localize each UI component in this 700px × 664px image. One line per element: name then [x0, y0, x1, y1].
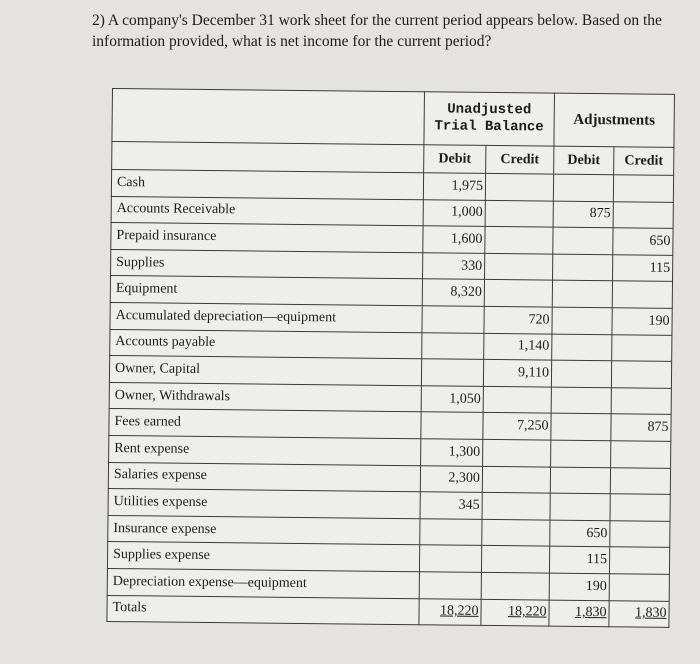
unadjusted-trial-balance-header: Unadjusted Trial Balance [424, 92, 555, 146]
adj-debit-cell [552, 280, 612, 307]
adj-credit-cell [610, 494, 670, 521]
work-sheet-body [107, 170, 674, 628]
account-name: Rent expense [109, 435, 421, 465]
adj-debit-cell: 1,830 [549, 600, 609, 627]
question-text: 2) A company's December 31 work sheet for the current period appears below. Based on the information provided, what is net income for the current period? [92, 12, 662, 50]
adj-debit-cell [551, 440, 611, 467]
tb-debit-cell [422, 306, 484, 333]
account-name: Supplies [111, 249, 423, 279]
tb-credit-cell [485, 253, 553, 280]
tb-credit-cell [483, 439, 551, 466]
adj-credit-cell [611, 441, 671, 468]
tb-credit-cell: 1,140 [484, 333, 552, 360]
tb-debit-cell [421, 412, 483, 439]
adj-credit-cell: 875 [611, 414, 671, 441]
adj-debit-cell [551, 387, 611, 414]
account-name: Utilities expense [108, 489, 420, 519]
adj-debit-cell [553, 227, 613, 254]
adj-debit-header: Debit [554, 146, 614, 175]
tb-credit-cell [485, 173, 553, 200]
tb-debit-cell: 1,600 [423, 226, 485, 253]
account-name: Cash [111, 170, 423, 200]
adj-debit-cell [551, 413, 611, 440]
account-name: Depreciation expense—equipment [107, 568, 419, 598]
adj-credit-cell [609, 547, 669, 574]
adj-credit-cell: 115 [613, 255, 673, 282]
tb-debit-cell: 345 [420, 492, 482, 519]
adj-debit-cell [550, 493, 610, 520]
tb-debit-cell: 1,000 [423, 199, 485, 226]
tb-credit-cell [481, 572, 549, 599]
tb-debit-cell: 1,975 [423, 173, 485, 200]
tb-debit-header: Debit [424, 145, 486, 174]
adj-credit-cell: 190 [612, 308, 672, 335]
account-name: Owner, Capital [109, 356, 421, 386]
tb-credit-header: Credit [486, 145, 554, 174]
tb-debit-cell: 1,300 [421, 439, 483, 466]
account-name: Accounts payable [110, 329, 422, 359]
tb-debit-cell: 330 [423, 253, 485, 280]
adj-credit-cell [610, 520, 670, 547]
adj-credit-cell [612, 334, 672, 361]
adj-debit-cell [552, 307, 612, 334]
account-name: Equipment [110, 276, 422, 306]
adj-credit-cell: 650 [613, 228, 673, 255]
tb-debit-cell [422, 332, 484, 359]
tb-debit-cell [419, 545, 481, 572]
tb-debit-cell: 1,050 [421, 386, 483, 413]
adj-debit-cell [553, 254, 613, 281]
account-name: Accumulated depreciation—equipment [110, 302, 422, 332]
tb-credit-cell [485, 227, 553, 254]
tb-debit-cell: 8,320 [422, 279, 484, 306]
adj-credit-cell [611, 361, 671, 388]
adj-credit-cell [609, 574, 669, 601]
adj-credit-header: Credit [614, 147, 674, 176]
tb-credit-cell: 720 [484, 306, 552, 333]
tb-debit-cell [421, 359, 483, 386]
tb-credit-cell: 9,110 [483, 360, 551, 387]
adj-credit-cell [613, 175, 673, 202]
adj-credit-cell [611, 387, 671, 414]
tb-credit-cell: 7,250 [483, 413, 551, 440]
account-subheader [112, 142, 424, 173]
tb-credit-cell [482, 519, 550, 546]
account-name: Prepaid insurance [111, 223, 423, 253]
tb-credit-cell [482, 493, 550, 520]
adj-credit-cell: 1,830 [609, 600, 669, 627]
adj-credit-cell [613, 201, 673, 228]
adj-credit-cell [610, 467, 670, 494]
tb-debit-cell [419, 572, 481, 599]
tb-debit-cell: 18,220 [419, 598, 481, 625]
adjustments-header: Adjustments [554, 93, 675, 147]
work-sheet-table [106, 88, 675, 628]
account-name: Fees earned [109, 409, 421, 439]
account-header [112, 89, 425, 145]
tb-credit-cell: 18,220 [481, 599, 549, 626]
adj-debit-cell [552, 334, 612, 361]
tb-credit-cell [483, 386, 551, 413]
tb-debit-cell: 2,300 [420, 465, 482, 492]
account-name: Supplies expense [107, 542, 419, 572]
adj-credit-cell [612, 281, 672, 308]
adj-debit-cell [551, 360, 611, 387]
tb-credit-cell [482, 466, 550, 493]
tb-credit-cell [484, 280, 552, 307]
adj-debit-cell [550, 467, 610, 494]
adj-debit-cell: 875 [553, 201, 613, 228]
account-name: Totals [107, 595, 419, 625]
account-name: Insurance expense [108, 515, 420, 545]
adj-debit-cell: 190 [549, 573, 609, 600]
account-name: Salaries expense [108, 462, 420, 492]
tb-credit-cell [481, 546, 549, 573]
tb-debit-cell [420, 518, 482, 545]
adj-debit-cell: 650 [550, 520, 610, 547]
tb-credit-cell [485, 200, 553, 227]
account-name: Owner, Withdrawals [109, 382, 421, 412]
account-name: Accounts Receivable [111, 196, 423, 226]
adj-debit-cell: 115 [549, 546, 609, 573]
totals-row [107, 595, 669, 627]
adj-debit-cell [553, 174, 613, 201]
